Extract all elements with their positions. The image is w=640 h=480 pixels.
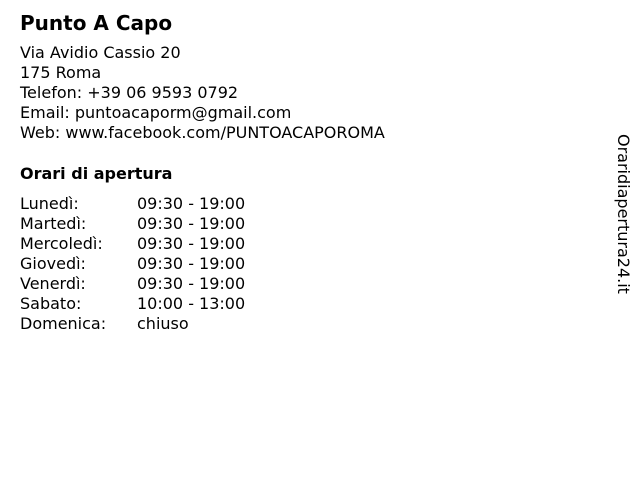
hours-row-friday bbox=[20, 274, 320, 294]
day-hours: 09:30 - 19:00 bbox=[137, 234, 246, 253]
web-line[interactable]: Web: www.facebook.com/PUNTOACAPOROMA bbox=[20, 123, 385, 142]
hours-row-tuesday bbox=[20, 214, 320, 234]
hours-row-monday bbox=[20, 194, 320, 214]
day-hours: 09:30 - 19:00 bbox=[137, 274, 246, 293]
contact-info bbox=[20, 43, 385, 143]
day-label: Mercoledì: bbox=[20, 234, 103, 253]
day-label: Venerdì: bbox=[20, 274, 86, 293]
day-hours: 09:30 - 19:00 bbox=[137, 254, 246, 273]
hours-row-sunday bbox=[20, 314, 320, 334]
site-watermark bbox=[612, 134, 634, 310]
day-label: Lunedì: bbox=[20, 194, 79, 213]
day-hours: 10:00 - 13:00 bbox=[137, 294, 246, 313]
day-label: Martedì: bbox=[20, 214, 87, 233]
watermark-text: Oraridiapertura24.it bbox=[614, 134, 633, 294]
address-street: Via Avidio Cassio 20 bbox=[20, 43, 181, 62]
phone-line[interactable]: Telefon: +39 06 9593 0792 bbox=[20, 83, 239, 102]
address-city: 175 Roma bbox=[20, 63, 102, 82]
opening-hours-heading: Orari di apertura bbox=[20, 164, 173, 183]
day-hours: 09:30 - 19:00 bbox=[137, 214, 246, 233]
day-label: Domenica: bbox=[20, 314, 107, 333]
hours-row-saturday bbox=[20, 294, 320, 314]
hours-row-thursday bbox=[20, 254, 320, 274]
business-name: Punto A Capo bbox=[20, 11, 173, 35]
hours-row-wednesday bbox=[20, 234, 320, 254]
day-label: Sabato: bbox=[20, 294, 82, 313]
day-hours: 09:30 - 19:00 bbox=[137, 194, 246, 213]
day-label: Giovedì: bbox=[20, 254, 86, 273]
day-hours: chiuso bbox=[137, 314, 189, 333]
email-line[interactable]: Email: puntoacaporm@gmail.com bbox=[20, 103, 292, 122]
opening-hours-table bbox=[20, 194, 320, 334]
